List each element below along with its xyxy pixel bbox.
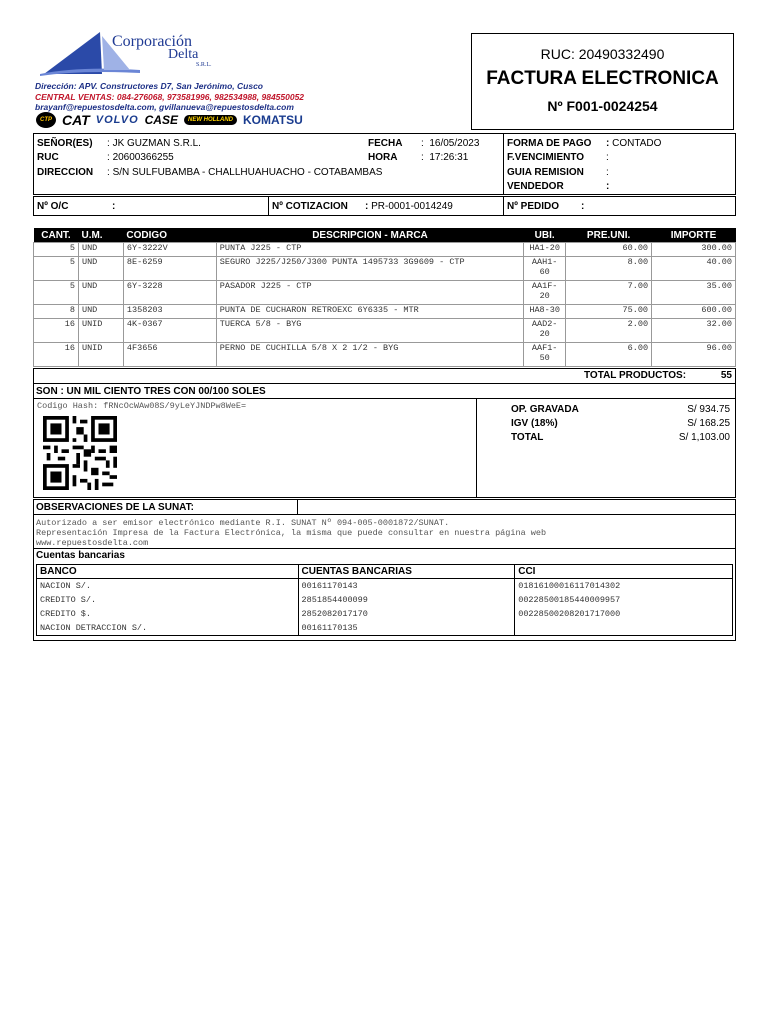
senores-label: SEÑOR(ES) xyxy=(37,138,93,149)
direccion-label: DIRECCION xyxy=(37,167,94,178)
case-logo: CASE xyxy=(144,113,178,127)
ctp-logo: CTP xyxy=(36,112,56,128)
cell-importe: 40.00 xyxy=(652,257,736,281)
cell-importe: 32.00 xyxy=(652,319,736,343)
cell-um: UND xyxy=(78,281,123,305)
col-header-descripcion: DESCRIPCION - MARCA xyxy=(216,228,523,243)
cell-codigo: 8E-6259 xyxy=(123,257,216,281)
items-table xyxy=(33,228,736,367)
company-name-line1: Corporación xyxy=(112,33,192,50)
company-name-line2: Delta xyxy=(168,47,199,62)
cell-cant: 8 xyxy=(34,305,79,319)
cell-cci: 00228500185440009957 xyxy=(518,595,621,605)
items-header-row xyxy=(34,228,736,243)
cell-ubi: AAD2-20 xyxy=(524,319,566,343)
forma-pago-value: : CONTADO xyxy=(606,138,662,149)
cell-desc: TUERCA 5/8 - BYG xyxy=(216,319,523,343)
cell-cant: 5 xyxy=(34,281,79,305)
hora-value: : 17:26:31 xyxy=(421,152,469,163)
cell-desc: PERNO DE CUCHILLA 5/8 X 2 1/2 - BYG xyxy=(216,343,523,367)
cotizacion-label: Nº COTIZACION xyxy=(272,201,348,212)
senores-value: : JK GUZMAN S.R.L. xyxy=(107,138,201,149)
vendedor-label: VENDEDOR xyxy=(507,181,564,192)
cell-cant: 16 xyxy=(34,343,79,367)
company-logo xyxy=(40,30,340,78)
cell-cci: 01816100016117014302 xyxy=(518,581,621,591)
observaciones-line: Autorizado a ser emisor electrónico mediante R.I. SUNAT Nº 094-005-0001872/SUNAT. xyxy=(36,518,450,528)
cell-desc: PASADOR J225 - CTP xyxy=(216,281,523,305)
total-productos-label: TOTAL PRODUCTOS: xyxy=(584,370,687,381)
table-row xyxy=(34,257,736,281)
cell-banco: NACION DETRACCION S/. xyxy=(37,621,299,636)
direccion-value: : S/N SULFUBAMBA - CHALLHUAHUACHO - COTABAMBAS xyxy=(107,167,383,178)
divider xyxy=(34,398,735,399)
igv-label: IGV (18%) xyxy=(511,418,558,429)
volvo-logo: VOLVO xyxy=(95,114,139,126)
divider xyxy=(476,398,477,497)
hash-text: Codigo Hash: fRNcOcWAw08S/9yLeYJNDPw8WeE= xyxy=(37,401,247,411)
cell-precio: 60.00 xyxy=(566,243,652,257)
table-row xyxy=(37,579,733,594)
cell-banco: NACION S/. xyxy=(37,579,299,594)
company-phones: CENTRAL VENTAS: 084-276068, 973581996, 982534988, 984550052 xyxy=(35,91,305,102)
table-row xyxy=(37,593,733,607)
document-ruc: RUC: 20490332490 xyxy=(540,46,665,62)
document-id-box xyxy=(471,33,734,130)
cell-ubi: HA8-30 xyxy=(524,305,566,319)
cell-cuenta: 00161170143 xyxy=(298,579,515,594)
vencimiento-value: : xyxy=(606,152,609,163)
hora-label: HORA xyxy=(368,152,398,163)
oc-value: : xyxy=(112,201,116,212)
total-value: S/ 1,103.00 xyxy=(678,432,730,443)
col-header-cci: CCI xyxy=(515,565,733,579)
pedido-value: : xyxy=(581,201,585,212)
cell-codigo: 6Y-3222V xyxy=(123,243,216,257)
qr-code-icon xyxy=(40,416,120,490)
cell-cuenta: 2852082017170 xyxy=(298,607,515,621)
cell-precio: 75.00 xyxy=(566,305,652,319)
new-holland-logo: NEW HOLLAND xyxy=(184,115,237,125)
fecha-value: : 16/05/2023 xyxy=(421,138,480,149)
observaciones-line: www.repuestosdelta.com xyxy=(36,538,149,548)
cotizacion-value: : PR-0001-0014249 xyxy=(365,201,453,212)
cell-codigo: 1358203 xyxy=(123,305,216,319)
cell-ubi: AAH1-60 xyxy=(524,257,566,281)
col-header-codigo: CODIGO xyxy=(123,228,216,243)
references-box xyxy=(33,196,736,216)
divider xyxy=(503,197,504,215)
cell-ubi: AAF1-50 xyxy=(524,343,566,367)
vencimiento-label: F.VENCIMIENTO xyxy=(507,152,585,163)
cell-importe: 600.00 xyxy=(652,305,736,319)
cell-desc: PUNTA J225 - CTP xyxy=(216,243,523,257)
guia-value: : xyxy=(606,167,609,178)
col-header-um: U.M. xyxy=(78,228,123,243)
col-header-precio: PRE.UNI. xyxy=(566,228,652,243)
fecha-label: FECHA xyxy=(368,138,403,149)
col-header-importe: IMPORTE xyxy=(652,228,736,243)
cell-cant: 16 xyxy=(34,319,79,343)
document-number: Nº F001-0024254 xyxy=(547,98,658,114)
col-header-cant: CANT. xyxy=(34,228,79,243)
cell-precio: 6.00 xyxy=(566,343,652,367)
table-row xyxy=(34,343,736,367)
observaciones-line: Representación Impresa de la Factura Electrónica, la misma que puede consultar en nuestra página web xyxy=(36,528,547,538)
col-header-ubi: UBI. xyxy=(524,228,566,243)
bank-accounts-section xyxy=(33,549,736,641)
ruc-value: : 20600366255 xyxy=(107,152,174,163)
observaciones-header xyxy=(33,499,736,515)
total-label: TOTAL xyxy=(511,432,544,443)
observaciones-title: OBSERVACIONES DE LA SUNAT: xyxy=(36,502,194,513)
cell-codigo: 6Y-3228 xyxy=(123,281,216,305)
igv-value: S/ 168.25 xyxy=(687,418,730,429)
cell-um: UND xyxy=(78,243,123,257)
forma-pago-label: FORMA DE PAGO xyxy=(507,138,592,149)
cell-banco: CREDITO $. xyxy=(37,607,299,621)
cell-codigo: 4F3656 xyxy=(123,343,216,367)
oc-label: Nº O/C xyxy=(37,201,69,212)
company-emails: brayanf@repuestosdelta.com, gvillanueva@repuestosdelta.com xyxy=(35,102,294,112)
divider xyxy=(503,134,504,194)
cell-um: UND xyxy=(78,305,123,319)
cell-desc: PUNTA DE CUCHARON RETROEXC 6Y6335 - MTR xyxy=(216,305,523,319)
cell-cant: 5 xyxy=(34,243,79,257)
cell-banco: CREDITO S/. xyxy=(37,593,299,607)
pedido-label: Nº PEDIDO xyxy=(507,201,559,212)
brand-logos xyxy=(36,111,303,129)
cat-logo: CAT xyxy=(62,112,90,128)
cell-cci: 00228500208201717000 xyxy=(518,609,621,619)
client-info-box xyxy=(33,133,736,195)
son-text: SON : UN MIL CIENTO TRES CON 00/100 SOLES xyxy=(36,386,266,397)
table-row xyxy=(34,243,736,257)
company-address-block xyxy=(35,81,455,113)
cell-cant: 5 xyxy=(34,257,79,281)
company-address: Dirección: APV. Constructores D7, San Jerónimo, Cusco xyxy=(35,81,263,91)
cell-codigo: 4K-0367 xyxy=(123,319,216,343)
document-type: FACTURA ELECTRONICA xyxy=(486,68,719,89)
bank-accounts-table xyxy=(36,564,733,636)
op-gravada-label: OP. GRAVADA xyxy=(511,404,579,415)
cell-precio: 7.00 xyxy=(566,281,652,305)
table-row xyxy=(37,621,733,636)
total-productos-row xyxy=(33,368,736,383)
table-row xyxy=(34,305,736,319)
divider xyxy=(297,500,298,514)
col-header-cuenta: CUENTAS BANCARIAS xyxy=(298,565,515,579)
bank-accounts-title: Cuentas bancarias xyxy=(36,550,125,561)
cell-um: UNID xyxy=(78,319,123,343)
cell-um: UND xyxy=(78,257,123,281)
company-name-suffix: S.R.L. xyxy=(196,62,212,68)
observaciones-box xyxy=(33,515,736,549)
cell-importe: 96.00 xyxy=(652,343,736,367)
cell-precio: 2.00 xyxy=(566,319,652,343)
bank-header-row xyxy=(37,565,733,579)
table-row xyxy=(34,281,736,305)
cell-cuenta: 00161170135 xyxy=(298,621,515,636)
cell-cci xyxy=(515,621,733,636)
cell-desc: SEGURO J225/J250/J300 PUNTA 1495733 3G9609 - CTP xyxy=(216,257,523,281)
total-productos-value: 55 xyxy=(720,370,732,381)
cell-ubi: HA1-20 xyxy=(524,243,566,257)
observaciones-text xyxy=(36,518,546,548)
op-gravada-value: S/ 934.75 xyxy=(687,404,730,415)
ruc-label: RUC xyxy=(37,152,59,163)
cell-um: UNID xyxy=(78,343,123,367)
table-row xyxy=(37,607,733,621)
vendedor-value: : xyxy=(606,181,610,192)
cell-importe: 300.00 xyxy=(652,243,736,257)
cell-ubi: AA1F-20 xyxy=(524,281,566,305)
cell-precio: 8.00 xyxy=(566,257,652,281)
divider xyxy=(268,197,269,215)
guia-label: GUIA REMISION xyxy=(507,167,584,178)
summary-box xyxy=(33,383,736,498)
col-header-banco: BANCO xyxy=(37,565,299,579)
cell-cuenta: 2851854400099 xyxy=(298,593,515,607)
table-row xyxy=(34,319,736,343)
cell-importe: 35.00 xyxy=(652,281,736,305)
komatsu-logo: KOMATSU xyxy=(242,113,303,127)
